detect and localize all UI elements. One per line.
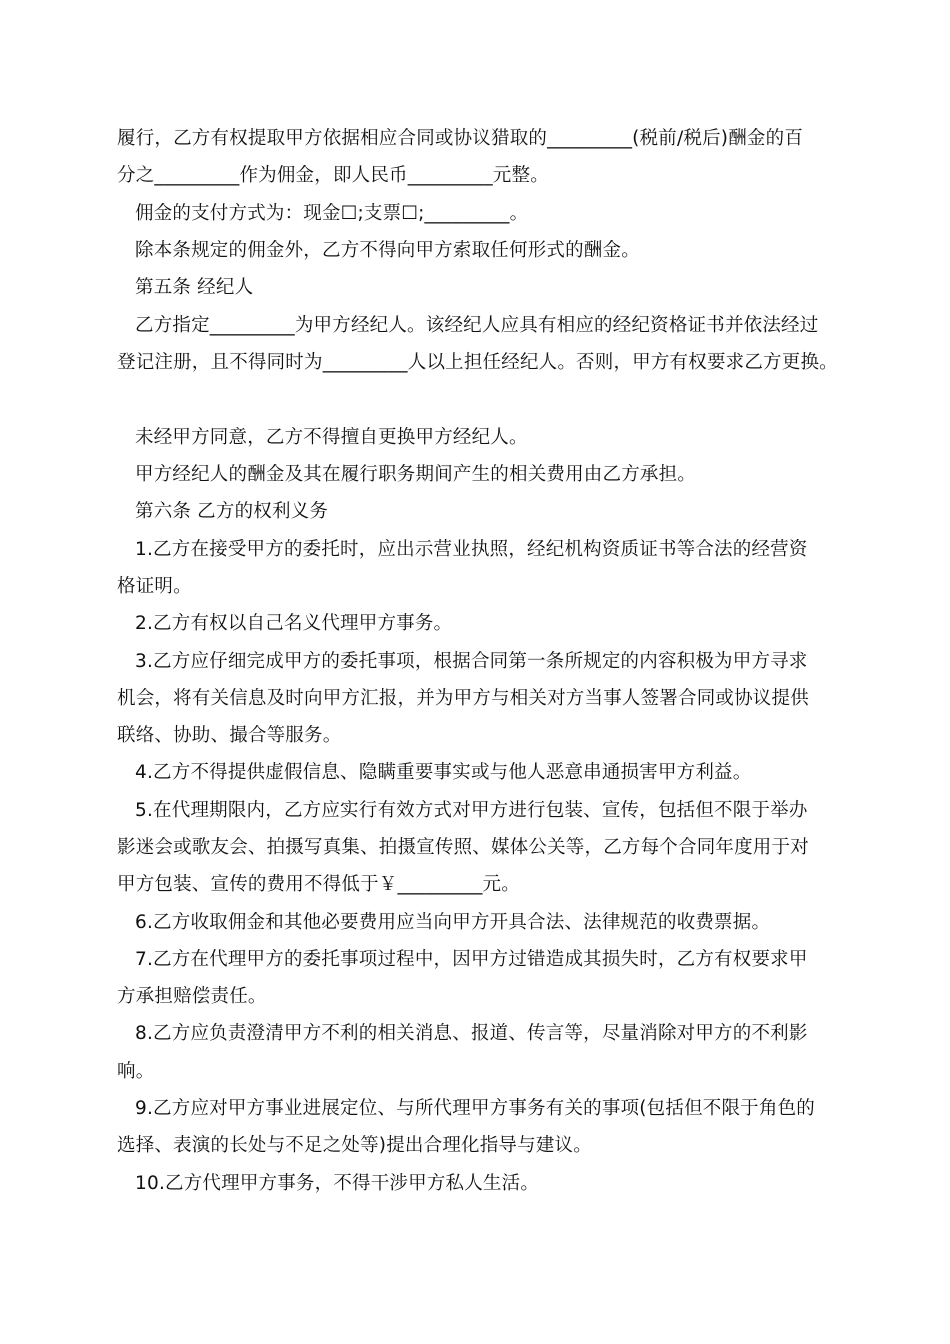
list-item: 4.乙方不得提供虚假信息、隐瞒重要事实或与他人恶意串通损害甲方利益。 bbox=[135, 762, 752, 783]
list-item: 7.乙方在代理甲方的委托事项过程中，因甲方过错造成其损失时，乙方有权要求甲 bbox=[135, 949, 808, 970]
list-item: 3.乙方应仔细完成甲方的委托事项，根据合同第一条所规定的内容积极为甲方寻求 bbox=[135, 651, 808, 672]
list-item-cont: 响。 bbox=[117, 1061, 155, 1082]
section-heading: 第五条 经纪人 bbox=[135, 277, 254, 298]
text-line: 除本条规定的佣金外，乙方不得向甲方索取任何形式的酬金。 bbox=[135, 240, 640, 261]
list-item-cont: 机会，将有关信息及时向甲方汇报，并为甲方与相关对方当事人签署合同或协议提供 bbox=[117, 688, 809, 709]
text-line: 乙方指定_________为甲方经纪人。该经纪人应具有相应的经纪资格证书并依法经过 bbox=[135, 315, 819, 336]
list-item-cont: 格证明。 bbox=[117, 576, 192, 597]
list-item: 1.乙方在接受甲方的委托时，应出示营业执照，经纪机构资质证书等合法的经营资 bbox=[135, 539, 808, 560]
text-line: 履行，乙方有权提取甲方依据相应合同或协议猎取的_________(税前/税后)酬金的百 bbox=[117, 128, 804, 149]
section-heading: 第六条 乙方的权利义务 bbox=[135, 501, 329, 522]
list-item: 5.在代理期限内，乙方应实行有效方式对甲方进行包装、宣传，包括但不限于举办 bbox=[135, 800, 808, 821]
list-item: 10.乙方代理甲方事务，不得干涉甲方私人生活。 bbox=[135, 1173, 540, 1194]
text-line: 未经甲方同意，乙方不得擅自更换甲方经纪人。 bbox=[135, 427, 528, 448]
text-line: 甲方经纪人的酬金及其在履行职务期间产生的相关费用由乙方承担。 bbox=[135, 464, 697, 485]
text-line: 分之_________作为佣金，即人民币_________元整。 bbox=[117, 165, 549, 186]
list-item-cont: 联络、协助、撮合等服务。 bbox=[117, 725, 342, 746]
text-line: 登记注册，且不得同时为_________人以上担任经纪人。否则，甲方有权要求乙方更换。 bbox=[117, 352, 838, 373]
text-line: 佣金的支付方式为：现金☐;支票☐;_________。 bbox=[135, 203, 529, 224]
list-item-cont: 选择、表演的长处与不足之处等)提出合理化指导与建议。 bbox=[117, 1135, 592, 1156]
list-item-cont: 影迷会或歌友会、拍摄写真集、拍摄宣传照、媒体公关等，乙方每个合同年度用于对 bbox=[117, 837, 809, 858]
list-item: 2.乙方有权以自己名义代理甲方事务。 bbox=[135, 613, 453, 634]
list-item-cont: 方承担赔偿责任。 bbox=[117, 986, 267, 1007]
list-item: 8.乙方应负责澄清甲方不利的相关消息、报道、传言等，尽量消除对甲方的不利影 bbox=[135, 1023, 808, 1044]
list-item: 6.乙方收取佣金和其他必要费用应当向甲方开具合法、法律规范的收费票据。 bbox=[135, 912, 771, 933]
list-item-cont: 甲方包装、宣传的费用不得低于￥_________元。 bbox=[117, 874, 520, 895]
list-item: 9.乙方应对甲方事业进展定位、与所代理甲方事务有关的事项(包括但不限于角色的 bbox=[135, 1098, 815, 1119]
